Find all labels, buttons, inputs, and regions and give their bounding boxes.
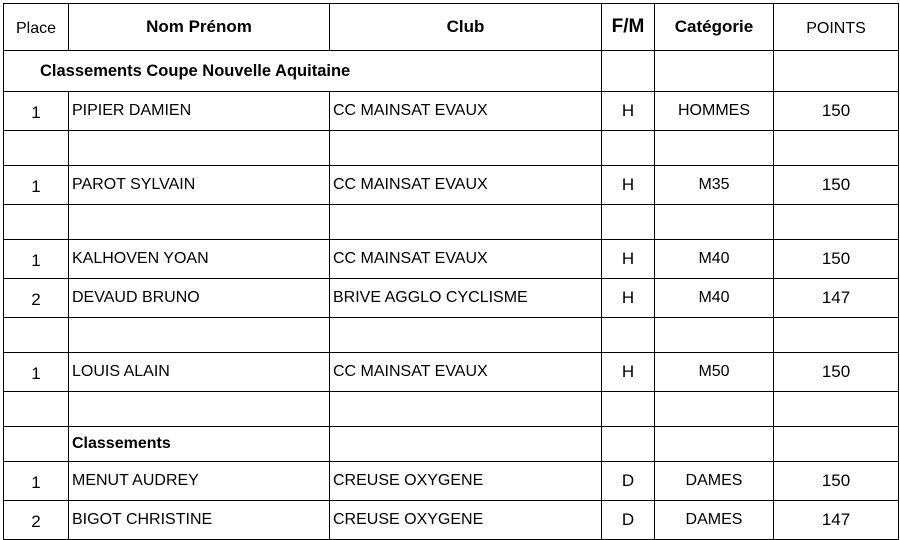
table-row: [4, 462, 899, 501]
header-club: Club: [330, 4, 602, 51]
cell-points: 150: [774, 353, 899, 392]
section2-title: Classements: [69, 427, 330, 462]
cell-fm: D: [602, 501, 655, 540]
cell-fm: D: [602, 462, 655, 501]
cell-fm: H: [602, 240, 655, 279]
cell-place: 1: [4, 462, 69, 501]
cell-club: CC MAINSAT EVAUX: [330, 353, 602, 392]
blank-row: [4, 318, 899, 353]
blank-row: [4, 131, 899, 166]
empty-cell: [774, 51, 899, 92]
cell-club: CREUSE OXYGENE: [330, 501, 602, 540]
empty-cell: [330, 427, 602, 462]
cell-place: 2: [4, 501, 69, 540]
cell-club: CREUSE OXYGENE: [330, 462, 602, 501]
cell-fm: H: [602, 92, 655, 131]
cell-name: PIPIER DAMIEN: [69, 92, 330, 131]
header-fm: F/M: [602, 4, 655, 51]
results-table: [3, 3, 899, 540]
cell-club: CC MAINSAT EVAUX: [330, 240, 602, 279]
cell-fm: H: [602, 279, 655, 318]
cell-place: 1: [4, 92, 69, 131]
cell-club: CC MAINSAT EVAUX: [330, 166, 602, 205]
cell-category: DAMES: [655, 462, 774, 501]
results-sheet: [3, 3, 898, 531]
cell-place: 1: [4, 240, 69, 279]
cell-points: 147: [774, 501, 899, 540]
table-row: [4, 353, 899, 392]
cell-category: M50: [655, 353, 774, 392]
cell-place: 1: [4, 166, 69, 205]
empty-cell: [774, 427, 899, 462]
table-row: [4, 279, 899, 318]
cell-place: 2: [4, 279, 69, 318]
table-row: [4, 240, 899, 279]
cell-name: PAROT SYLVAIN: [69, 166, 330, 205]
blank-row: [4, 205, 899, 240]
cell-category: M35: [655, 166, 774, 205]
header-category: Catégorie: [655, 4, 774, 51]
blank-row: [4, 392, 899, 427]
cell-category: M40: [655, 279, 774, 318]
section-title: Classements Coupe Nouvelle Aquitaine: [4, 51, 602, 92]
table-row: [4, 501, 899, 540]
empty-cell: [655, 427, 774, 462]
empty-cell: [655, 51, 774, 92]
section2-title-row: [4, 427, 899, 462]
table-row: [4, 92, 899, 131]
table-row: [4, 166, 899, 205]
cell-name: MENUT AUDREY: [69, 462, 330, 501]
header-name: Nom Prénom: [69, 4, 330, 51]
cell-category: DAMES: [655, 501, 774, 540]
header-place: Place: [4, 4, 69, 51]
cell-points: 147: [774, 279, 899, 318]
cell-place: 1: [4, 353, 69, 392]
header-points: POINTS: [774, 4, 899, 51]
cell-name: KALHOVEN YOAN: [69, 240, 330, 279]
cell-fm: H: [602, 353, 655, 392]
cell-fm: H: [602, 166, 655, 205]
empty-cell: [602, 427, 655, 462]
cell-name: DEVAUD BRUNO: [69, 279, 330, 318]
cell-category: HOMMES: [655, 92, 774, 131]
cell-category: M40: [655, 240, 774, 279]
cell-name: LOUIS ALAIN: [69, 353, 330, 392]
cell-club: CC MAINSAT EVAUX: [330, 92, 602, 131]
cell-points: 150: [774, 92, 899, 131]
cell-club: BRIVE AGGLO CYCLISME: [330, 279, 602, 318]
empty-cell: [602, 51, 655, 92]
cell-points: 150: [774, 240, 899, 279]
cell-points: 150: [774, 462, 899, 501]
section-title-row: [4, 51, 899, 92]
cell-points: 150: [774, 166, 899, 205]
cell-name: BIGOT CHRISTINE: [69, 501, 330, 540]
empty-cell: [4, 427, 69, 462]
header-row: [4, 4, 899, 51]
